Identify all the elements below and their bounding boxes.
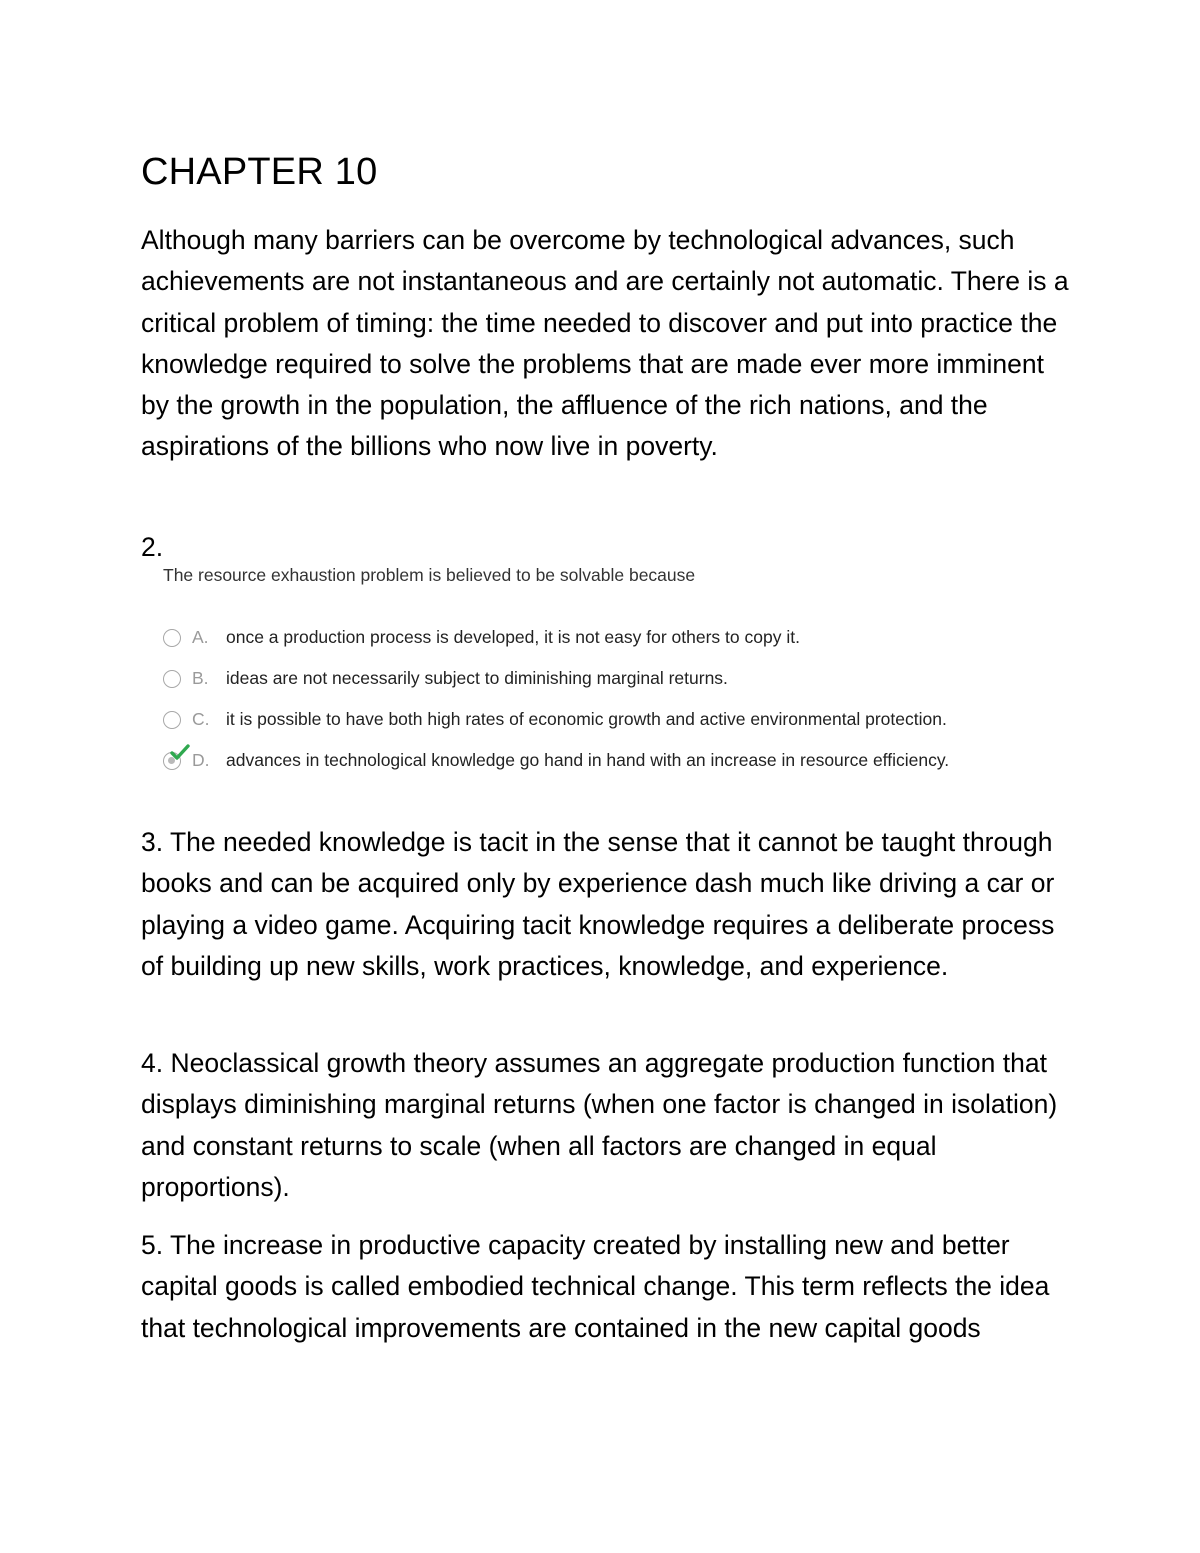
option-c[interactable] bbox=[163, 699, 1063, 740]
paragraph-5: 5. The increase in productive capacity created by installing new and better capital goods is called embodied technical change. This term reflects the idea that technological improvements are contained in the new capital goods bbox=[141, 1230, 1050, 1343]
option-d[interactable] bbox=[163, 740, 1063, 781]
paragraph-3: 3. The needed knowledge is tacit in the sense that it cannot be taught through books and can be acquired only by experience dash much like driving a car or playing a video game. Acquiring tacit knowledge requires a deliberate process of building up new skills, work practices, knowledge, and experience. bbox=[141, 827, 1055, 981]
question-number: 2. bbox=[141, 532, 164, 562]
option-b[interactable] bbox=[163, 658, 1063, 699]
option-letter: D. bbox=[192, 750, 210, 770]
paragraph-intro: Although many barriers can be overcome by technological advances, such achievements are not instantaneous and are certainly not automatic. There is a critical problem of timing: the time needed to discover and put into practice the knowledge required to solve the problems that are made ever more imminent by the growth in the population, the affluence of the rich nations, and the aspirations of the billions who now live in poverty. bbox=[141, 225, 1069, 462]
checkmark-icon bbox=[170, 744, 190, 762]
option-text: it is possible to have both high rates of economic growth and active environmental protection. bbox=[226, 709, 947, 729]
paragraph-4: 4. Neoclassical growth theory assumes an aggregate production function that displays diminishing marginal returns (when one factor is changed in isolation) and constant returns to scale (when all factors are changed in equal proportions). bbox=[141, 1048, 1058, 1202]
option-text: advances in technological knowledge go hand in hand with an increase in resource efficiency. bbox=[226, 750, 950, 770]
answer-options bbox=[163, 617, 1063, 781]
chapter-title: CHAPTER 10 bbox=[141, 151, 378, 193]
question-prompt: The resource exhaustion problem is believed to be solvable because bbox=[163, 565, 696, 585]
option-letter: A. bbox=[192, 627, 209, 647]
option-text: once a production process is developed, it is not easy for others to copy it. bbox=[226, 627, 800, 647]
option-a[interactable] bbox=[163, 617, 1063, 658]
option-letter: B. bbox=[192, 668, 209, 688]
option-text: ideas are not necessarily subject to diminishing marginal returns. bbox=[226, 668, 728, 688]
radio-icon-selected[interactable] bbox=[163, 752, 181, 770]
radio-icon[interactable] bbox=[163, 629, 181, 647]
option-letter: C. bbox=[192, 709, 210, 729]
radio-icon[interactable] bbox=[163, 711, 181, 729]
radio-icon[interactable] bbox=[163, 670, 181, 688]
quiz-question bbox=[163, 562, 1063, 770]
